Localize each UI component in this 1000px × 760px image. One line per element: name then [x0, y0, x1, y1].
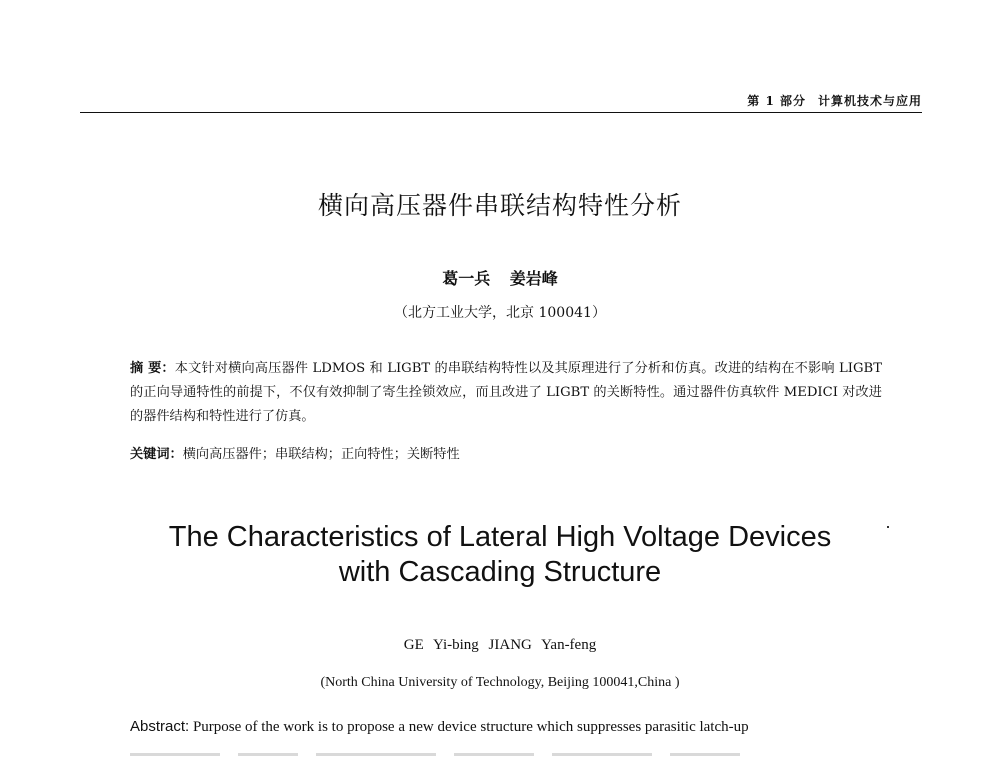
chinese-title: 横向高压器件串联结构特性分析	[317, 191, 682, 220]
chinese-abstract	[130, 357, 882, 429]
english-abstract-text: Purpose of the work is to propose a new device structure which suppresses parasitic latch-up	[189, 719, 749, 735]
chinese-keywords-label: 关键词：	[130, 447, 183, 462]
header-section: 计算机技术与应用	[817, 94, 922, 108]
english-abstract-label: Abstract:	[130, 718, 190, 735]
chinese-affiliation: （北方工业大学，北京 100041）	[394, 305, 606, 321]
english-authors: GE Yi-bing JIANG Yan-feng	[403, 637, 597, 653]
english-abstract	[130, 715, 882, 739]
chinese-abstract-label: 摘 要：	[130, 361, 175, 376]
scan-speck	[887, 526, 889, 528]
running-header	[80, 92, 922, 108]
chinese-authors: 葛一兵 姜岩峰	[442, 269, 558, 288]
english-title-line-1: The Characteristics of Lateral High Voltage Devices	[168, 521, 832, 553]
english-title-line-2: with Cascading Structure	[338, 556, 662, 588]
english-abstract-cutoff-line	[130, 741, 870, 757]
chinese-abstract-text: 本文针对横向高压器件 LDMOS 和 LIGBT 的串联结构特性以及其原理进行了分析和仿真。改进的结构在不影响 LIGBT 的正向导通特性的前提下，不仅有效抑制了寄生拴锁效应，而且改进了 LIGBT 的关断特性。通过器件仿真软件 MEDICI 对改进的器件结构和特性进行了仿真。	[130, 361, 882, 424]
chinese-keywords	[130, 445, 882, 465]
english-title	[0, 520, 1000, 590]
header-part: 第 1 部分	[747, 94, 806, 108]
header-rule	[80, 112, 922, 113]
english-affiliation: (North China University of Technology, Beijing 100041,China )	[320, 675, 680, 690]
chinese-keywords-text: 横向高压器件；串联结构；正向特性；关断特性	[182, 447, 460, 462]
